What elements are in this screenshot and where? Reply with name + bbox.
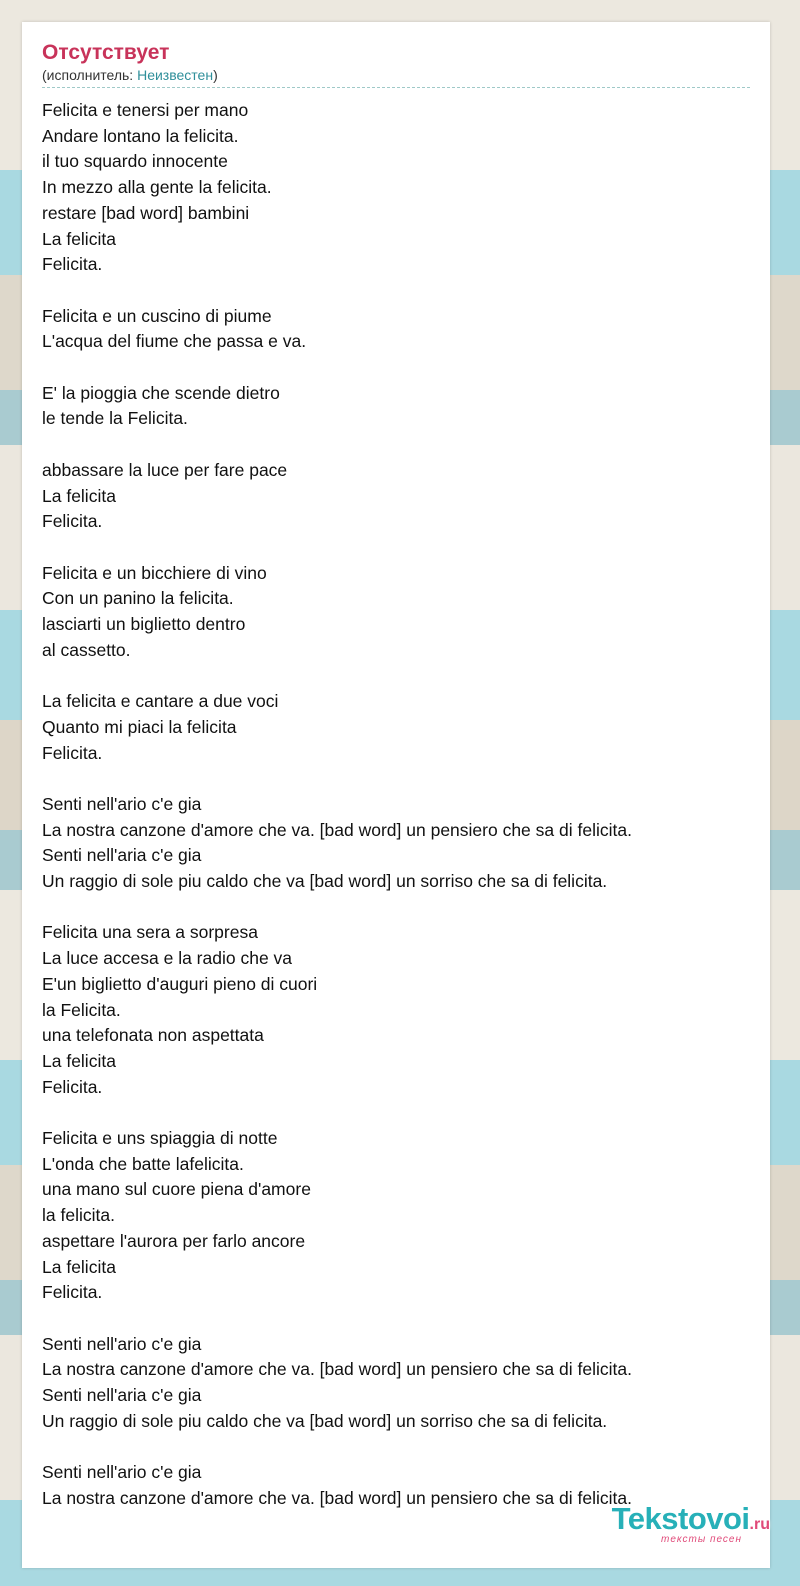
lyric-line: Felicita. <box>42 742 103 763</box>
lyric-line: al cassetto. <box>42 639 131 660</box>
lyric-line: La nostra canzone d'amore che va. [bad word] un pensiero che sa di felicita. <box>42 1359 632 1380</box>
lyric-line: Felicita. <box>42 254 103 275</box>
stanza-break <box>42 355 750 381</box>
lyric-line: Un raggio di sole piu caldo che va [bad word] un sorriso che sa di felicita. <box>42 1410 608 1431</box>
lyric-line: La felicita <box>42 1256 116 1277</box>
lyric-line: La nostra canzone d'amore che va. [bad word] un pensiero che sa di felicita. <box>42 819 632 840</box>
stanza-break <box>42 278 750 304</box>
stanza-break <box>42 766 750 792</box>
lyric-line: Felicita. <box>42 511 103 532</box>
song-title: Отсутствует <box>42 41 170 64</box>
artist-link[interactable]: Неизвестен <box>137 67 214 83</box>
stanza-break <box>42 1306 750 1332</box>
lyric-line: Andare lontano la felicita. <box>42 125 239 146</box>
lyric-line: In mezzo alla gente la felicita. <box>42 177 272 198</box>
lyric-line: Quanto mi piaci la felicita <box>42 716 237 737</box>
lyric-line: una telefonata non aspettata <box>42 1025 264 1046</box>
lyric-line: Senti nell'aria c'e gia <box>42 1385 202 1406</box>
lyric-line: La felicita e cantare a due voci <box>42 691 279 712</box>
lyric-line: Felicita e uns spiaggia di notte <box>42 1128 278 1148</box>
lyric-line: L'acqua del fiume che passa e va. <box>42 331 307 352</box>
stanza-break <box>42 895 750 921</box>
lyric-line: abbassare la luce per fare pace <box>42 459 288 480</box>
lyric-line: Felicita e tenersi per mano <box>42 100 249 120</box>
watermark-brand: Tekstovoi <box>611 1501 750 1536</box>
lyric-line: restare [bad word] bambini <box>42 202 250 223</box>
watermark-tagline: тексты песен <box>661 1534 742 1545</box>
lyric-line: una mano sul cuore piena d'amore <box>42 1179 311 1200</box>
lyrics-text <box>42 98 750 1512</box>
stanza-break <box>42 663 750 689</box>
lyric-line: La luce accesa e la radio che va <box>42 948 293 969</box>
lyric-line: lasciarti un biglietto dentro <box>42 614 246 634</box>
lyric-line: aspettare l'aurora per farlo ancore <box>42 1230 306 1251</box>
lyric-line: Con un panino la felicita. <box>42 588 234 609</box>
lyric-line: La nostra canzone d'amore che va. [bad word] un pensiero che sa di felicita. <box>42 1487 632 1508</box>
lyric-line: Senti nell'aria c'e gia <box>42 845 202 866</box>
artist-prefix: (исполнитель: <box>42 67 138 83</box>
stanza-break <box>42 1434 750 1460</box>
site-watermark <box>612 1503 770 1545</box>
watermark-domain: .ru <box>749 1516 770 1533</box>
lyric-line: Felicita e un cuscino di piume <box>42 305 272 326</box>
lyrics-card <box>22 22 770 1568</box>
lyric-line: le tende la Felicita. <box>42 408 188 429</box>
artist-line <box>42 66 750 88</box>
lyric-line: la Felicita. <box>42 999 121 1020</box>
lyric-line: Senti nell'ario c'e gia <box>42 1333 202 1354</box>
lyric-line: La felicita <box>42 228 116 249</box>
lyric-line: L'onda che batte lafelicita. <box>42 1153 244 1174</box>
lyric-line: il tuo squardo innocente <box>42 151 228 172</box>
stanza-break <box>42 535 750 561</box>
artist-suffix: ) <box>213 67 218 83</box>
lyric-line: Un raggio di sole piu caldo che va [bad word] un sorriso che sa di felicita. <box>42 871 608 891</box>
lyric-line: E' la pioggia che scende dietro <box>42 382 280 403</box>
lyric-line: la felicita. <box>42 1205 115 1226</box>
stanza-break <box>42 432 750 458</box>
lyric-line: Felicita una sera a sorpresa <box>42 922 258 943</box>
lyric-line: Felicita. <box>42 1282 103 1303</box>
lyric-line: Senti nell'ario c'e gia <box>42 793 202 814</box>
lyric-line: Senti nell'ario c'e gia <box>42 1462 202 1483</box>
lyric-line: Felicita. <box>42 1076 103 1097</box>
lyric-line: La felicita <box>42 1050 116 1071</box>
stanza-break <box>42 1100 750 1126</box>
lyric-line: E'un biglietto d'auguri pieno di cuori <box>42 973 318 994</box>
lyric-line: Felicita e un bicchiere di vino <box>42 562 267 583</box>
lyric-line: La felicita <box>42 485 116 506</box>
